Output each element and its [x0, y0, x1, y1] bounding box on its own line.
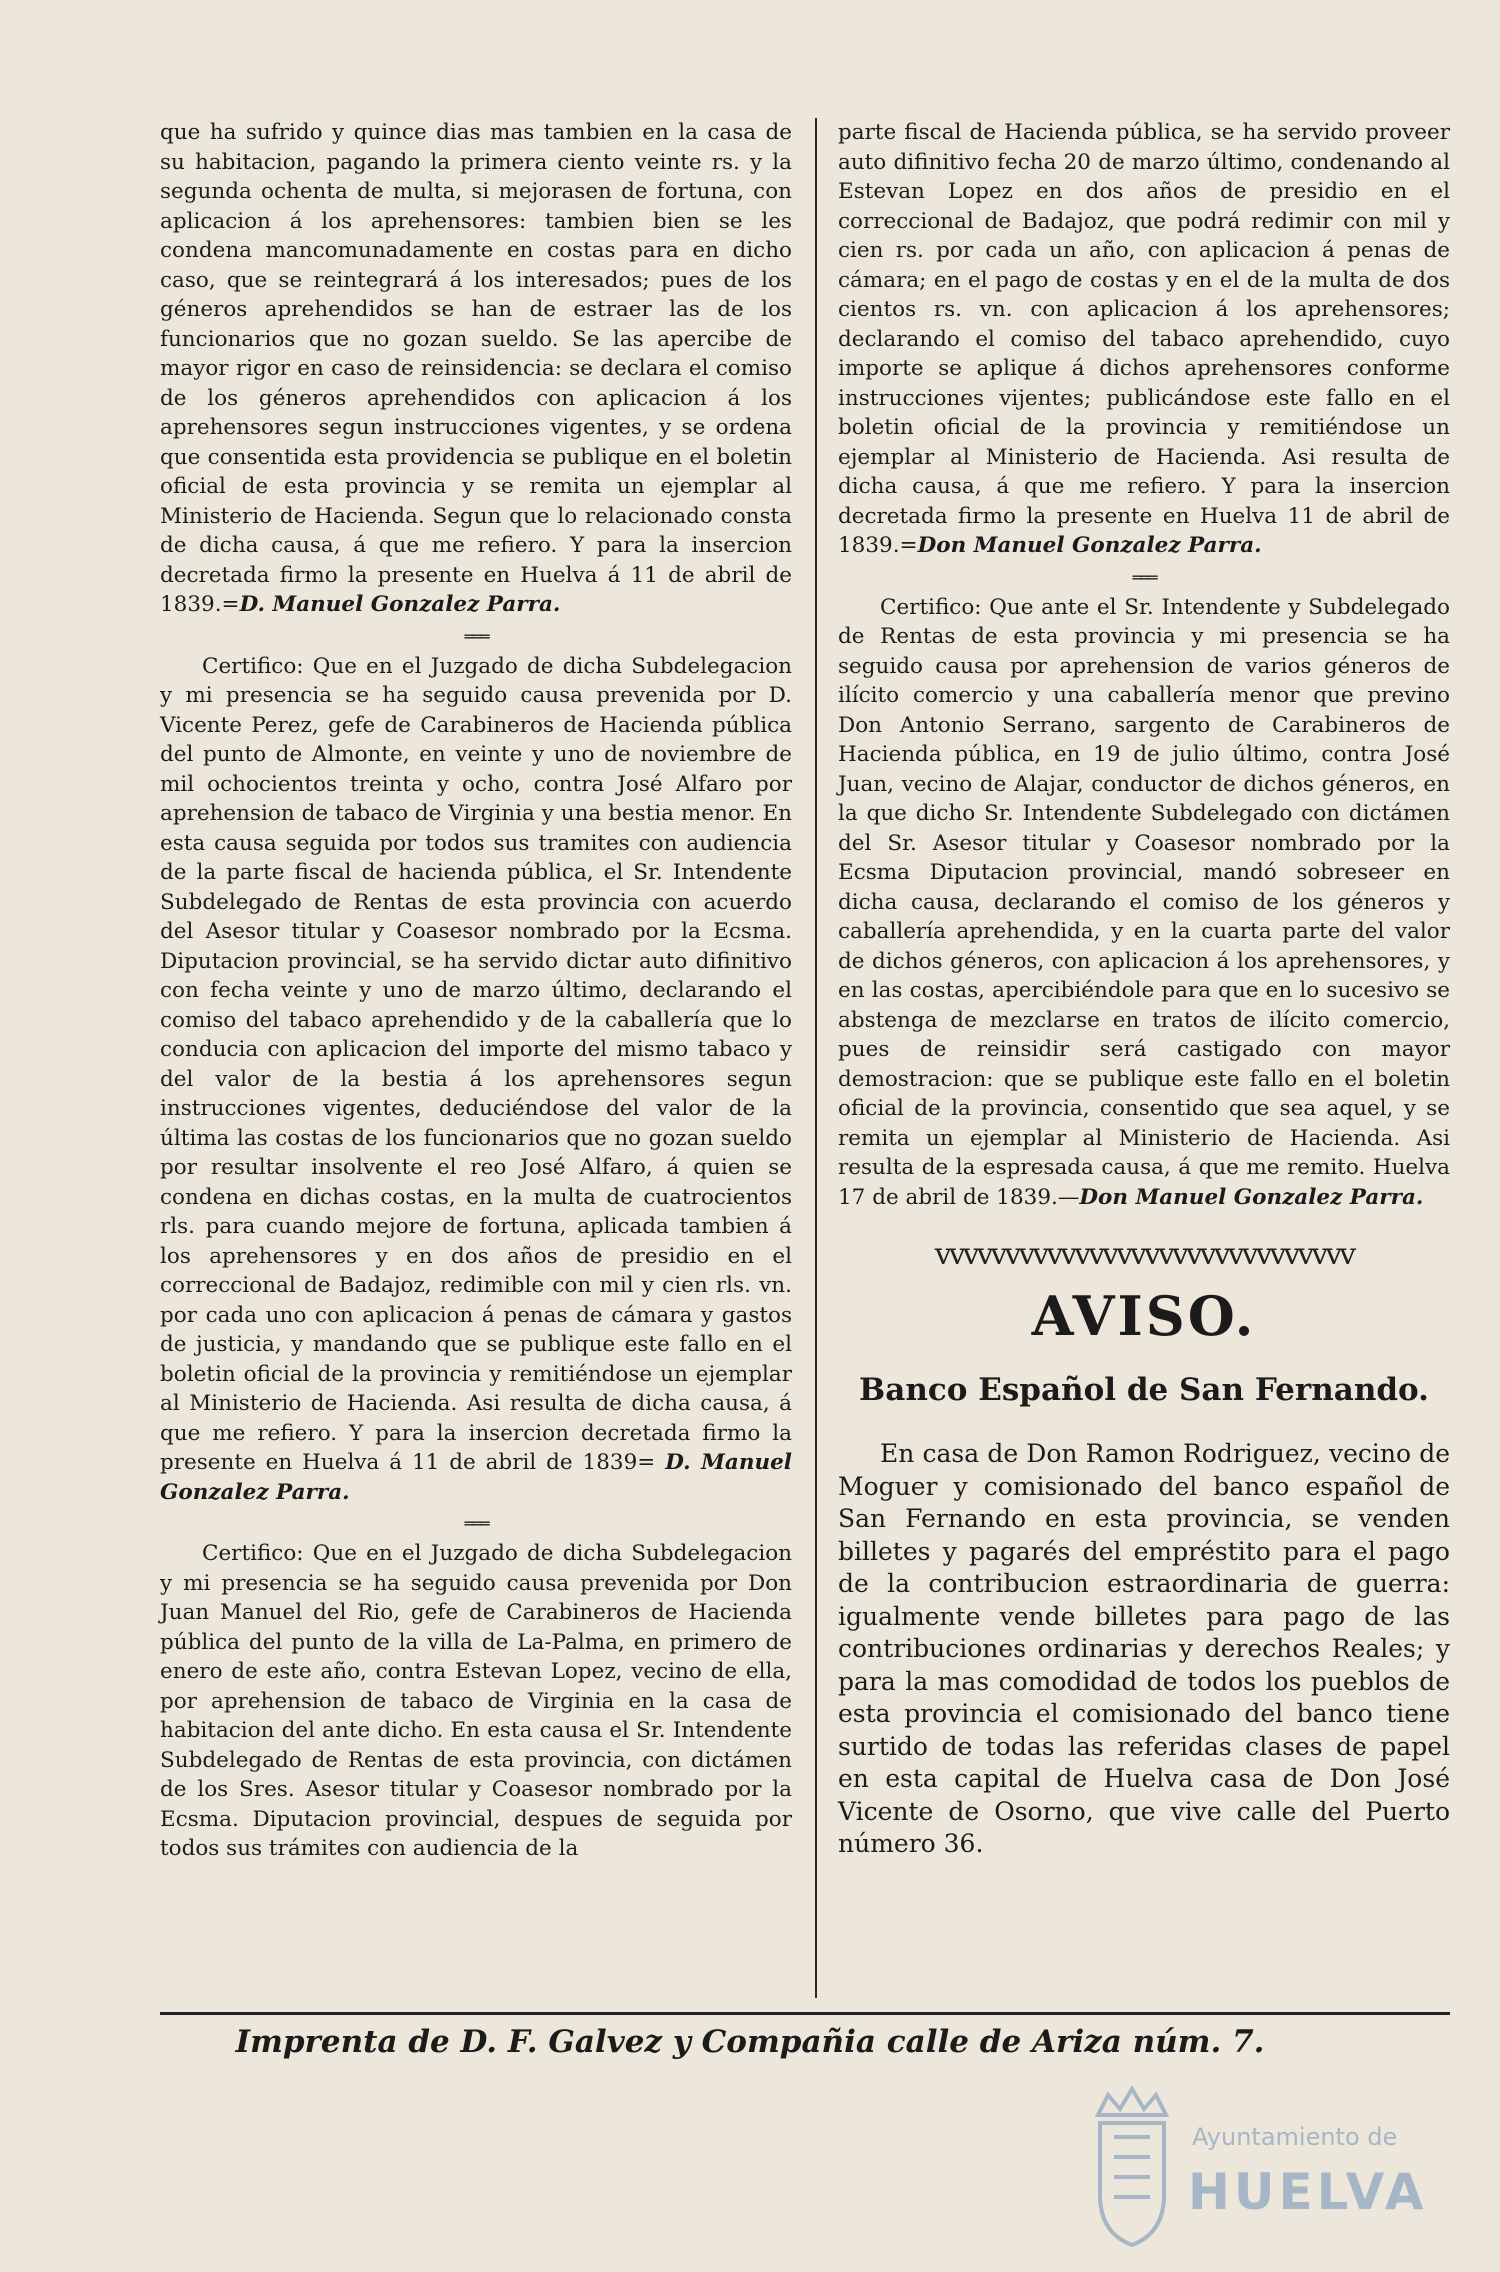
printer-imprint: Imprenta de D. F. Galvez y Compañia calle de Ariza núm. 7. — [235, 2024, 1265, 2060]
watermark-line2: HUELVA — [1188, 2163, 1428, 2221]
separator: ═══ — [1132, 567, 1156, 587]
column-divider — [815, 118, 817, 1998]
certificate-juan: Certifico: Que ante el Sr. Intendente y Subdelegado de Rentas de esta provincia y mi presencia se ha seguido causa por aprehension de varios géneros de ilícito comercio y una caballería menor que previno Don Antonio Serrano, sargento de Carabineros de Hacienda pública, en 19 de julio último, contra José Juan, vecino de Alajar, conductor de dichos géneros, en la que dicho Sr. Intendente Subdelegado con dictámen del Sr. Asesor titular y Coasesor nombrado por la Ecsma Diputacion provincial, mandó sobreseer en dicha causa, declarando el comiso de los géneros y caballería aprehendida, y en la cuarta parte del valor de dichos géneros, con aplicacion á los aprehensores, y en las costas, apercibiéndole para que en lo sucesivo se abstenga de mezclarse en tratos de ilícito comercio, pues de reinsidir será castigado con mayor demostracion: que se publique este fallo en el boletin oficial de la provincia, consentido que sea aquel, y se remita un ejemplar al Ministerio de Hacienda. Asi resulta de la espresada causa, á que me remito. Huelva 17 de abril de 1839.—Don Manuel Gonzalez Parra. — [838, 594, 1450, 1210]
watermark-line1: Ayuntamiento de — [1192, 2123, 1398, 2151]
notice-title: AVISO. — [1031, 1284, 1257, 1348]
article-continuation: parte fiscal de Hacienda pública, se ha servido proveer auto difinitivo fecha 20 de marzo último, condenando al Estevan Lopez en dos años de presidio en el correccional de Badajoz, que podrá redimir con mil y cien rs. por cada un año, con aplicacion á penas de cámara; en el pago de costas y en el de la multa de dos cientos rs. vn. con aplicacion á los aprehensores; declarando el comiso del tabaco aprehendido, cuyo importe se aplique á dichos aprehensores conforme instrucciones vijentes; publicándose este fallo en el boletin oficial de la provincia y remitiéndose un ejemplar al Ministerio de Hacienda. Asi resulta de dicha causa, á que me refiero. Y para la insercion decretada firmo la presente en Huelva 11 de abril de 1839.=Don Manuel Gonzalez Parra. — [838, 120, 1450, 558]
signature: Don Manuel Gonzalez Parra. — [917, 533, 1262, 558]
signature: D. Manuel Gonzalez Parra. — [160, 1450, 792, 1505]
footer-rule — [160, 2012, 1450, 2015]
city-hall-watermark-logo — [1080, 2075, 1440, 2255]
signature: D. Manuel Gonzalez Parra. — [239, 592, 561, 617]
signature: Don Manuel Gonzalez Parra. — [1079, 1184, 1424, 1210]
certificate-lopez: Certifico: Que en el Juzgado de dicha Subdelegacion y mi presencia se ha seguido causa prevenida por Don Juan Manuel del Rio, gefe de Carabineros de Hacienda pública del punto de la villa de La-Palma, en primero de enero de este año, contra Estevan Lopez, vecino de ella, por aprehension de tabaco de Virginia en la casa de habitacion del ante dicho. En esta causa el Sr. Intendente Subdelegado de Rentas de esta provincia, con dictámen de los Sres. Asesor titular y Coasesor nombrado por la Ecsma. Diputacion provincial, despues de seguida por todos sus trámites con audiencia de la — [160, 1541, 792, 1861]
article-continuation: que ha sufrido y quince dias mas tambien en la casa de su habitacion, pagando la primera ciento veinte rs. y la segunda ochenta de multa, si mejorasen de fortuna, con aplicacion á los aprehensores: tambien bien se les condena mancomunadamente en costas para en dicho caso, que se reintegrará á los interesados; pues de los géneros aprehendidos se han de estraer las de los funcionarios que no gozan sueldo. Se las apercibe de mayor rigor en caso de reinsidencia: se declara el comiso de los géneros aprehendidos con aplicacion á los aprehensores segun instrucciones vigentes, y se ordena que consentida esta providencia se publique en el boletin oficial de esta provincia y se remita un ejemplar al Ministerio de Hacienda. Segun que lo relacionado consta de dicha causa, á que me refiero. Y para la insercion decretada firmo la presente en Huelva á 11 de abril de 1839.=D. Manuel Gonzalez Parra. — [160, 120, 792, 617]
right-column — [838, 118, 1450, 1861]
notice-body: En casa de Don Ramon Rodriguez, vecino de Moguer y comisionado del banco español de San Fernando en esta provincia, se venden billetes y pagarés del empréstito para el pago de la contribucion estraordinaria de guerra: igualmente vende billetes para pago de las contribuciones ordinarias y derechos Reales; y para la mas comodidad de todos los pueblos de esta provincia el comisionado del banco tiene surtido de todas las referidas clases de papel en esta capital de Huelva casa de Don José Vicente de Osorno, que vive calle del Puerto número 36. — [838, 1439, 1450, 1858]
ornamental-rule: ᴠᴠᴠᴠᴠᴠᴠᴠᴠᴠᴠᴠᴠᴠᴠᴠᴠᴠᴠᴠᴠᴠᴠᴠᴠᴠᴠᴠᴠᴠ — [934, 1240, 1354, 1270]
bank-name: Banco Español de San Fernando. — [859, 1372, 1429, 1408]
certificate-alfaro: Certifico: Que en el Juzgado de dicha Subdelegacion y mi presencia se ha seguido causa prevenida por D. Vicente Perez, gefe de Carabineros de Hacienda pública del punto de Almonte, en veinte y uno de noviembre de mil ochocientos treinta y ocho, contra José Alfaro por aprehension de tabaco de Virginia y una bestia menor. En esta causa seguida por todos sus tramites con audiencia de la parte fiscal de hacienda pública, el Sr. Intendente Subdelegado de Rentas de esta provincia con acuerdo del Asesor titular y Coasesor nombrado por la Ecsma. Diputacion provincial, se ha servido dictar auto difinitivo con fecha veinte y uno de marzo último, declarando el comiso del tabaco aprehendido y de la caballería que lo conducia con aplicacion del importe del mismo tabaco y del valor de la bestia á los aprehensores segun instrucciones vigentes, deduciéndose del valor de la última las costas de los funcionarios que no gozan sueldo por resultar insolvente el reo José Alfaro, á quien se condena en dichas costas, en la multa de cuatrocientos rls. para cuando mejore de fortuna, aplicada tambien á los aprehensores y en dos años de presidio en el correccional de Badajoz, redimible con mil y cien rls. vn. por cada uno con aplicacion á penas de cámara y gastos de justicia, y mandando que se publique este fallo en el boletin oficial de la provincia y remitiéndose un ejemplar al Ministerio de Hacienda. Asi resulta de dicha causa, á que me refiero. Y para la insercion decretada firmo la presente en Huelva á 11 de abril de 1839= D. Manuel Gonzalez Parra. — [160, 653, 792, 1505]
crown-shield-icon — [1098, 2089, 1166, 2245]
separator: ═══ — [464, 626, 488, 646]
separator: ═══ — [464, 1514, 488, 1533]
left-column — [160, 118, 792, 1864]
